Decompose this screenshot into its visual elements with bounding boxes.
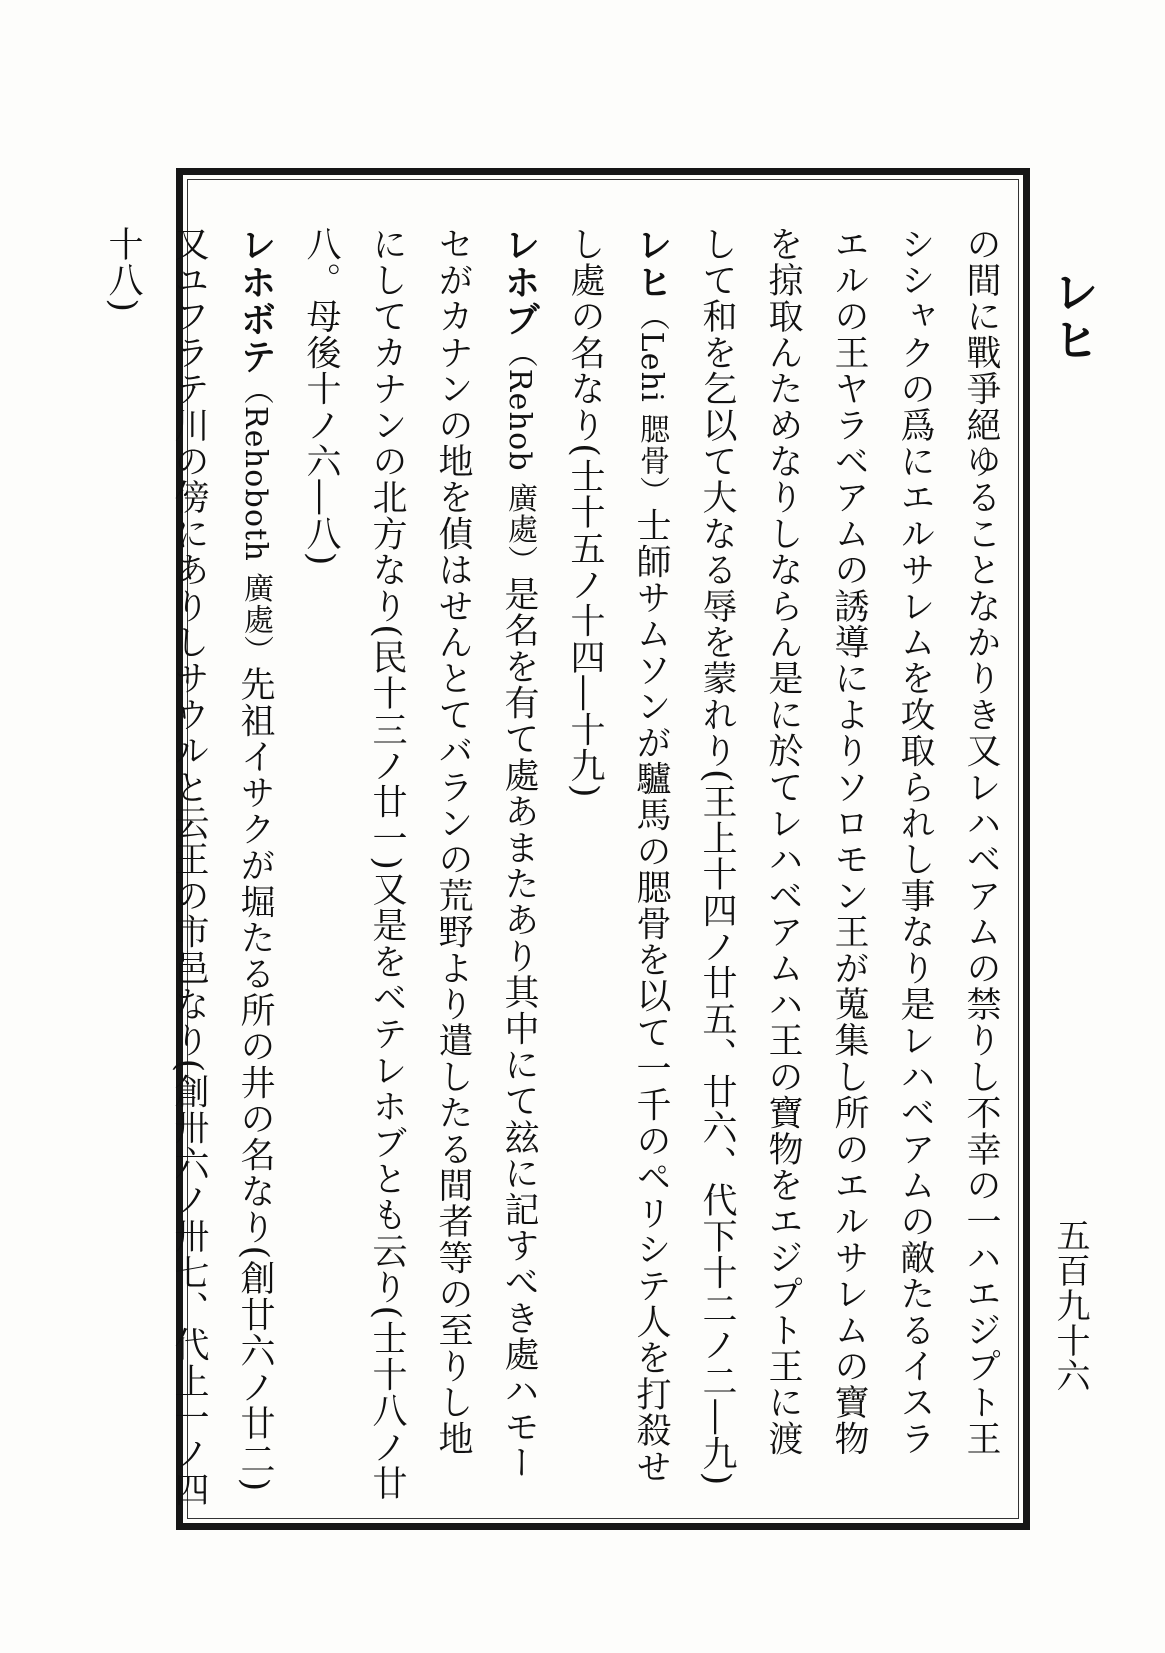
entry-text: 士師サムソンが驢馬の腮骨を以て一千のペリシテ人を打殺せ — [631, 507, 671, 1485]
entry-rehob — [486, 226, 552, 1516]
text-line: 八。母後十ノ六―八) — [301, 226, 341, 567]
entry-text: 先祖イサクが堀たる所の井の名なり(創廿六ノ廿二) — [235, 666, 275, 1493]
entry-gloss: （Rehoboth 廣處） — [238, 374, 273, 667]
text-body — [103, 226, 1014, 1516]
entry-headword: レホボテ — [235, 226, 276, 375]
entry-headword: レホブ — [499, 226, 540, 338]
text-line: 十八) — [103, 226, 143, 314]
entry-headword: レヒ — [631, 226, 672, 301]
text-line: にしてカナンの北方なり(民十三ノ廿一)又是をベテレホブとも云り(士十八ノ廿 — [367, 226, 407, 1502]
text-line: し處の名なり(士十五ノ十四―十九) — [565, 226, 605, 799]
entry-text: 是名を有て處あまたあり其中にて玆に記すべき處ハモー — [499, 576, 539, 1482]
text-line: して和を乞以て大なる辱を蒙れり(王上十四ノ廿五、廿六、代下十二ノ二―九) — [697, 226, 737, 1487]
page-number: 五百九十六 — [1050, 1218, 1090, 1393]
entry-gloss: （Rehob 廣處） — [502, 337, 537, 577]
running-head: レヒ — [1046, 268, 1100, 364]
text-line: の間に戰爭絕ゆることなかりき又レハベアムの禁りし不幸の一ハエジプト王 — [961, 226, 1001, 1457]
text-line: を掠取んためなりしならん是に於てレハベアムハ王の寶物をエジプト王に渡 — [763, 226, 803, 1457]
entry-lehi — [618, 226, 684, 1516]
entry-rehoboth — [222, 226, 288, 1516]
text-line: シシャクの爲にエルサレムを攻取られし事なり是レハベアムの敵たるイスラ — [895, 226, 935, 1457]
text-line: 又ユフラテ川の傍にありしサウルと云王の市邑なり(創卅六ノ卅七、代上一ノ四 — [169, 226, 209, 1508]
text-line: エルの王ヤラベアムの誘導によりソロモン王が蒐集し所のエルサレムの寶物 — [829, 226, 869, 1457]
text-line: セがカナンの地を偵はせんとてバランの荒野より遣したる間者等の至りし地 — [433, 226, 473, 1457]
entry-gloss: （Lehi 腮骨） — [634, 300, 669, 508]
